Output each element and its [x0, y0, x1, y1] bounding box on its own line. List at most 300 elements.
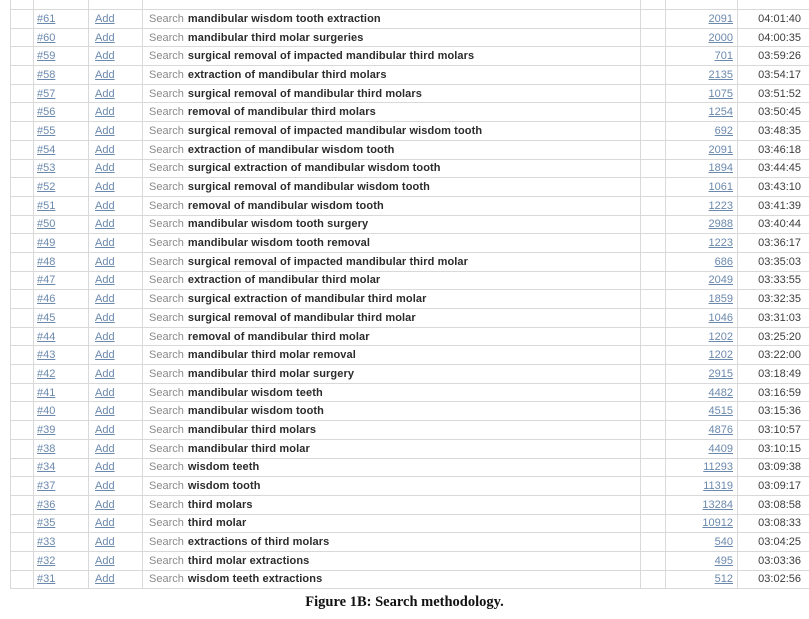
add-link[interactable]: Add — [95, 50, 115, 63]
search-prefix: Search — [149, 68, 184, 81]
search-number-cell — [33, 496, 88, 514]
add-link[interactable]: Add — [95, 517, 115, 530]
time-cell — [737, 533, 809, 551]
add-link[interactable]: Add — [95, 367, 115, 380]
add-link[interactable]: Add — [95, 461, 115, 474]
spacer-cell — [640, 328, 665, 346]
search-prefix: Search — [149, 405, 184, 418]
time-cell — [737, 141, 809, 159]
query-cell — [142, 85, 640, 103]
count-cell — [665, 421, 737, 439]
search-time: 04:01:40 — [758, 12, 801, 25]
time-cell — [737, 552, 809, 570]
search-number-cell — [33, 0, 88, 9]
add-cell — [88, 216, 142, 234]
spacer-cell — [10, 0, 33, 9]
search-number-cell — [33, 178, 88, 196]
search-prefix: Search — [149, 143, 184, 156]
result-count-link[interactable]: 2915 — [708, 367, 733, 380]
search-time: 03:48:35 — [758, 124, 801, 137]
search-prefix: Search — [149, 218, 184, 231]
search-number-link[interactable]: #46 — [37, 293, 56, 306]
search-number-cell — [33, 216, 88, 234]
add-link[interactable]: Add — [95, 31, 115, 44]
result-count-link[interactable]: 686 — [714, 255, 733, 268]
query-cell — [142, 160, 640, 178]
time-cell — [737, 346, 809, 364]
search-number-cell — [33, 515, 88, 533]
search-number-cell — [33, 272, 88, 290]
add-link[interactable]: Add — [95, 405, 115, 418]
spacer-cell — [10, 178, 33, 196]
time-cell — [737, 328, 809, 346]
search-query: mandibular third molars — [187, 423, 317, 436]
result-count-link[interactable]: 1894 — [708, 162, 733, 175]
spacer-cell — [10, 477, 33, 495]
time-cell — [737, 29, 809, 47]
search-query: surgical removal of mandibular third molar — [187, 311, 416, 324]
search-number-link[interactable]: #45 — [37, 311, 56, 324]
time-cell — [737, 160, 809, 178]
table-row — [10, 290, 809, 309]
add-link[interactable]: Add — [95, 480, 115, 493]
spacer-cell — [640, 421, 665, 439]
search-prefix: Search — [149, 367, 184, 380]
add-link[interactable]: Add — [95, 68, 115, 81]
result-count-link[interactable]: 512 — [714, 573, 733, 586]
search-number-link[interactable]: #54 — [37, 143, 56, 156]
add-link[interactable]: Add — [95, 536, 115, 549]
count-cell — [665, 141, 737, 159]
time-cell — [737, 290, 809, 308]
time-cell — [737, 384, 809, 402]
add-cell — [88, 253, 142, 271]
count-cell — [665, 365, 737, 383]
query-cell — [142, 253, 640, 271]
search-time: 03:41:39 — [758, 199, 801, 212]
search-query: extraction of mandibular third molars — [187, 68, 387, 81]
query-cell — [142, 459, 640, 477]
add-link[interactable]: Add — [95, 498, 115, 511]
search-number-cell — [33, 29, 88, 47]
count-cell — [665, 47, 737, 65]
table-row — [10, 197, 809, 216]
search-prefix: Search — [149, 573, 184, 586]
add-link[interactable]: Add — [95, 311, 115, 324]
query-cell — [142, 515, 640, 533]
spacer-cell — [640, 197, 665, 215]
result-count-link[interactable]: 11293 — [703, 461, 733, 474]
spacer-cell — [10, 515, 33, 533]
add-link[interactable]: Add — [95, 554, 115, 567]
time-cell — [737, 571, 809, 589]
add-link[interactable]: Add — [95, 237, 115, 250]
search-number-link[interactable]: #55 — [37, 124, 56, 137]
result-count-link[interactable]: 2091 — [708, 143, 733, 156]
add-link[interactable]: Add — [95, 386, 115, 399]
query-cell — [142, 122, 640, 140]
add-cell — [88, 10, 142, 28]
result-count-link[interactable]: 1859 — [708, 293, 733, 306]
result-count-link[interactable]: 692 — [714, 124, 733, 137]
count-cell — [665, 85, 737, 103]
time-cell — [737, 440, 809, 458]
count-cell — [665, 515, 737, 533]
table-row — [10, 29, 809, 48]
add-link[interactable]: Add — [95, 255, 115, 268]
count-cell — [665, 103, 737, 121]
spacer-cell — [640, 496, 665, 514]
result-count-link[interactable]: 1223 — [708, 237, 733, 250]
search-query: surgical extraction of mandibular wisdom tooth — [187, 162, 441, 175]
search-number-link[interactable]: #38 — [37, 442, 56, 455]
result-count-link[interactable]: 2000 — [708, 31, 733, 44]
query-cell — [142, 421, 640, 439]
add-link[interactable]: Add — [95, 349, 115, 362]
time-cell — [737, 178, 809, 196]
search-time: 03:10:15 — [758, 442, 801, 455]
result-count-link[interactable]: 4409 — [708, 442, 733, 455]
search-query: surgical removal of mandibular third molars — [187, 87, 422, 100]
search-prefix: Search — [149, 162, 184, 175]
search-prefix: Search — [149, 274, 184, 287]
count-cell — [665, 571, 737, 589]
query-cell — [142, 365, 640, 383]
search-number-link[interactable]: #35 — [37, 517, 56, 530]
search-number-cell — [33, 402, 88, 420]
add-cell — [88, 85, 142, 103]
search-number-link[interactable]: #53 — [37, 162, 56, 175]
result-count-link[interactable]: 2049 — [708, 274, 733, 287]
search-number-link[interactable]: #57 — [37, 87, 56, 100]
result-count-link[interactable]: 1061 — [708, 181, 733, 194]
count-cell — [665, 533, 737, 551]
add-link[interactable]: Add — [95, 573, 115, 586]
search-prefix: Search — [149, 423, 184, 436]
spacer-cell — [640, 365, 665, 383]
query-cell — [142, 47, 640, 65]
search-number-cell — [33, 309, 88, 327]
spacer-cell — [10, 10, 33, 28]
search-number-link[interactable]: #44 — [37, 330, 56, 343]
result-count-link[interactable]: 2135 — [708, 68, 733, 81]
add-link[interactable]: Add — [95, 199, 115, 212]
search-time: 03:50:45 — [758, 106, 801, 119]
search-time: 04:00:35 — [758, 31, 801, 44]
partial-row — [10, 0, 809, 10]
query-cell — [142, 384, 640, 402]
add-cell — [88, 402, 142, 420]
spacer-cell — [10, 160, 33, 178]
search-number-link[interactable]: #49 — [37, 237, 56, 250]
search-query: extraction of mandibular wisdom tooth — [187, 143, 395, 156]
search-number-link[interactable]: #32 — [37, 554, 56, 567]
add-link[interactable]: Add — [95, 423, 115, 436]
add-cell — [88, 197, 142, 215]
table-row — [10, 160, 809, 179]
search-number-link[interactable]: #39 — [37, 423, 56, 436]
spacer-cell — [10, 85, 33, 103]
search-time: 03:36:17 — [758, 237, 801, 250]
time-cell — [737, 402, 809, 420]
table-row — [10, 141, 809, 160]
search-query: mandibular third molar surgeries — [187, 31, 364, 44]
search-number-cell — [33, 421, 88, 439]
result-count-link[interactable]: 1046 — [708, 311, 733, 324]
add-link[interactable]: Add — [95, 106, 115, 119]
search-prefix: Search — [149, 536, 184, 549]
search-prefix: Search — [149, 31, 184, 44]
spacer-cell — [640, 515, 665, 533]
search-number-link[interactable]: #36 — [37, 498, 56, 511]
result-count-link[interactable]: 13284 — [702, 498, 733, 511]
search-number-link[interactable]: #59 — [37, 50, 56, 63]
search-number-link[interactable]: #51 — [37, 199, 56, 212]
query-cell — [142, 216, 640, 234]
search-prefix: Search — [149, 517, 184, 530]
search-number-link[interactable]: #61 — [37, 12, 56, 25]
query-cell — [142, 552, 640, 570]
table-row — [10, 309, 809, 328]
spacer-cell — [10, 272, 33, 290]
search-query: mandibular third molar surgery — [187, 367, 355, 380]
add-cell — [88, 421, 142, 439]
search-number-link[interactable]: #50 — [37, 218, 56, 231]
query-cell — [142, 571, 640, 589]
search-time: 03:51:52 — [758, 87, 801, 100]
search-number-link[interactable]: #58 — [37, 68, 56, 81]
search-time: 03:16:59 — [758, 386, 801, 399]
search-number-cell — [33, 160, 88, 178]
query-cell — [142, 290, 640, 308]
search-number-cell — [33, 328, 88, 346]
add-cell — [88, 477, 142, 495]
table-row — [10, 346, 809, 365]
search-query: surgical removal of impacted mandibular third molars — [187, 50, 475, 63]
time-cell — [737, 496, 809, 514]
search-prefix: Search — [149, 199, 184, 212]
search-query: mandibular wisdom tooth — [187, 405, 324, 418]
add-link[interactable]: Add — [95, 87, 115, 100]
search-time: 03:46:18 — [758, 143, 801, 156]
add-cell — [88, 234, 142, 252]
search-time: 03:33:55 — [758, 274, 801, 287]
search-number-link[interactable]: #40 — [37, 405, 56, 418]
search-query: extraction of mandibular third molar — [187, 274, 381, 287]
add-link[interactable]: Add — [95, 12, 115, 25]
table-row — [10, 533, 809, 552]
search-query: third molar — [187, 517, 247, 530]
search-number-cell — [33, 384, 88, 402]
search-query: mandibular wisdom tooth surgery — [187, 218, 369, 231]
search-prefix: Search — [149, 237, 184, 250]
add-cell — [88, 103, 142, 121]
add-link[interactable]: Add — [95, 274, 115, 287]
count-cell — [665, 402, 737, 420]
add-link[interactable]: Add — [95, 162, 115, 175]
count-cell — [665, 29, 737, 47]
search-number-cell — [33, 85, 88, 103]
add-cell — [88, 66, 142, 84]
spacer-cell — [640, 160, 665, 178]
count-cell — [665, 160, 737, 178]
add-link[interactable]: Add — [95, 442, 115, 455]
count-cell — [665, 440, 737, 458]
count-cell — [665, 309, 737, 327]
time-cell — [737, 197, 809, 215]
search-number-cell — [33, 234, 88, 252]
result-count-link[interactable]: 4482 — [708, 386, 733, 399]
result-count-link[interactable]: 540 — [714, 536, 733, 549]
search-prefix: Search — [149, 106, 184, 119]
search-prefix: Search — [149, 87, 184, 100]
add-cell — [88, 141, 142, 159]
search-time: 03:44:45 — [758, 162, 801, 175]
query-cell — [142, 272, 640, 290]
time-cell — [737, 272, 809, 290]
spacer-cell — [640, 216, 665, 234]
query-cell — [142, 141, 640, 159]
result-count-link[interactable]: 4876 — [708, 423, 733, 436]
table-row — [10, 552, 809, 571]
search-time: 03:02:56 — [758, 573, 801, 586]
spacer-cell — [640, 272, 665, 290]
search-number-link[interactable]: #47 — [37, 274, 56, 287]
search-number-link[interactable]: #34 — [37, 461, 56, 474]
search-number-link[interactable]: #60 — [37, 31, 56, 44]
spacer-cell — [10, 290, 33, 308]
spacer-cell — [640, 178, 665, 196]
add-cell — [88, 459, 142, 477]
table-row — [10, 515, 809, 534]
search-time: 03:31:03 — [758, 311, 801, 324]
count-cell — [665, 496, 737, 514]
table-row — [10, 421, 809, 440]
result-count-link[interactable]: 495 — [714, 554, 733, 567]
search-prefix: Search — [149, 12, 184, 25]
query-cell — [142, 477, 640, 495]
result-count-link[interactable]: 11319 — [703, 480, 733, 493]
search-query: third molar extractions — [187, 554, 310, 567]
search-number-link[interactable]: #31 — [37, 573, 56, 586]
search-time: 03:08:58 — [758, 498, 801, 511]
query-cell — [142, 0, 640, 9]
search-query: surgical extraction of mandibular third molar — [187, 293, 427, 306]
spacer-cell — [640, 29, 665, 47]
search-number-link[interactable]: #56 — [37, 106, 56, 119]
query-cell — [142, 197, 640, 215]
table-row — [10, 10, 809, 29]
count-cell — [665, 122, 737, 140]
time-cell — [737, 10, 809, 28]
table-row — [10, 328, 809, 347]
table-row — [10, 85, 809, 104]
search-number-cell — [33, 10, 88, 28]
spacer-cell — [10, 571, 33, 589]
add-cell — [88, 496, 142, 514]
search-number-cell — [33, 571, 88, 589]
result-count-link[interactable]: 701 — [714, 50, 733, 63]
add-link[interactable]: Add — [95, 330, 115, 343]
spacer-cell — [640, 459, 665, 477]
spacer-cell — [10, 459, 33, 477]
history-rows — [10, 10, 809, 589]
table-row — [10, 384, 809, 403]
result-count-link[interactable]: 2988 — [708, 218, 733, 231]
spacer-cell — [10, 440, 33, 458]
add-cell — [88, 440, 142, 458]
search-query: removal of mandibular third molars — [187, 106, 376, 119]
add-link[interactable]: Add — [95, 181, 115, 194]
spacer-cell — [10, 496, 33, 514]
time-cell — [737, 47, 809, 65]
result-count-link[interactable]: 2091 — [708, 12, 733, 25]
search-time: 03:40:44 — [758, 218, 801, 231]
search-number-link[interactable]: #37 — [37, 480, 56, 493]
result-count-link[interactable]: 1202 — [708, 349, 733, 362]
table-row — [10, 234, 809, 253]
count-cell — [665, 216, 737, 234]
add-cell — [88, 515, 142, 533]
add-cell — [88, 122, 142, 140]
search-query: surgical removal of mandibular wisdom tooth — [187, 181, 430, 194]
spacer-cell — [10, 197, 33, 215]
result-count-link[interactable]: 1254 — [708, 106, 733, 119]
count-cell — [665, 178, 737, 196]
search-number-link[interactable]: #52 — [37, 181, 56, 194]
time-cell — [737, 0, 809, 9]
add-cell — [88, 290, 142, 308]
result-count-link[interactable]: 1075 — [708, 87, 733, 100]
search-number-cell — [33, 346, 88, 364]
search-number-link[interactable]: #42 — [37, 367, 56, 380]
spacer-cell — [10, 328, 33, 346]
spacer-cell — [640, 346, 665, 364]
search-number-link[interactable]: #43 — [37, 349, 56, 362]
add-link[interactable]: Add — [95, 218, 115, 231]
add-link[interactable]: Add — [95, 143, 115, 156]
search-number-link[interactable]: #41 — [37, 386, 56, 399]
spacer-cell — [10, 122, 33, 140]
spacer-cell — [10, 47, 33, 65]
add-link[interactable]: Add — [95, 293, 115, 306]
query-cell — [142, 234, 640, 252]
search-prefix: Search — [149, 50, 184, 63]
result-count-link[interactable]: 10912 — [702, 517, 733, 530]
search-prefix: Search — [149, 311, 184, 324]
time-cell — [737, 103, 809, 121]
add-link[interactable]: Add — [95, 124, 115, 137]
search-number-link[interactable]: #48 — [37, 255, 56, 268]
time-cell — [737, 85, 809, 103]
result-count-link[interactable]: 1202 — [708, 330, 733, 343]
count-cell — [665, 346, 737, 364]
result-count-link[interactable]: 1223 — [708, 199, 733, 212]
search-number-cell — [33, 253, 88, 271]
search-number-cell — [33, 197, 88, 215]
search-prefix: Search — [149, 461, 184, 474]
query-cell — [142, 496, 640, 514]
search-prefix: Search — [149, 255, 184, 268]
result-count-link[interactable]: 4515 — [708, 405, 733, 418]
search-number-cell — [33, 103, 88, 121]
search-number-link[interactable]: #33 — [37, 536, 56, 549]
search-time: 03:35:03 — [758, 255, 801, 268]
count-cell — [665, 459, 737, 477]
add-cell — [88, 384, 142, 402]
spacer-cell — [640, 103, 665, 121]
add-cell — [88, 552, 142, 570]
